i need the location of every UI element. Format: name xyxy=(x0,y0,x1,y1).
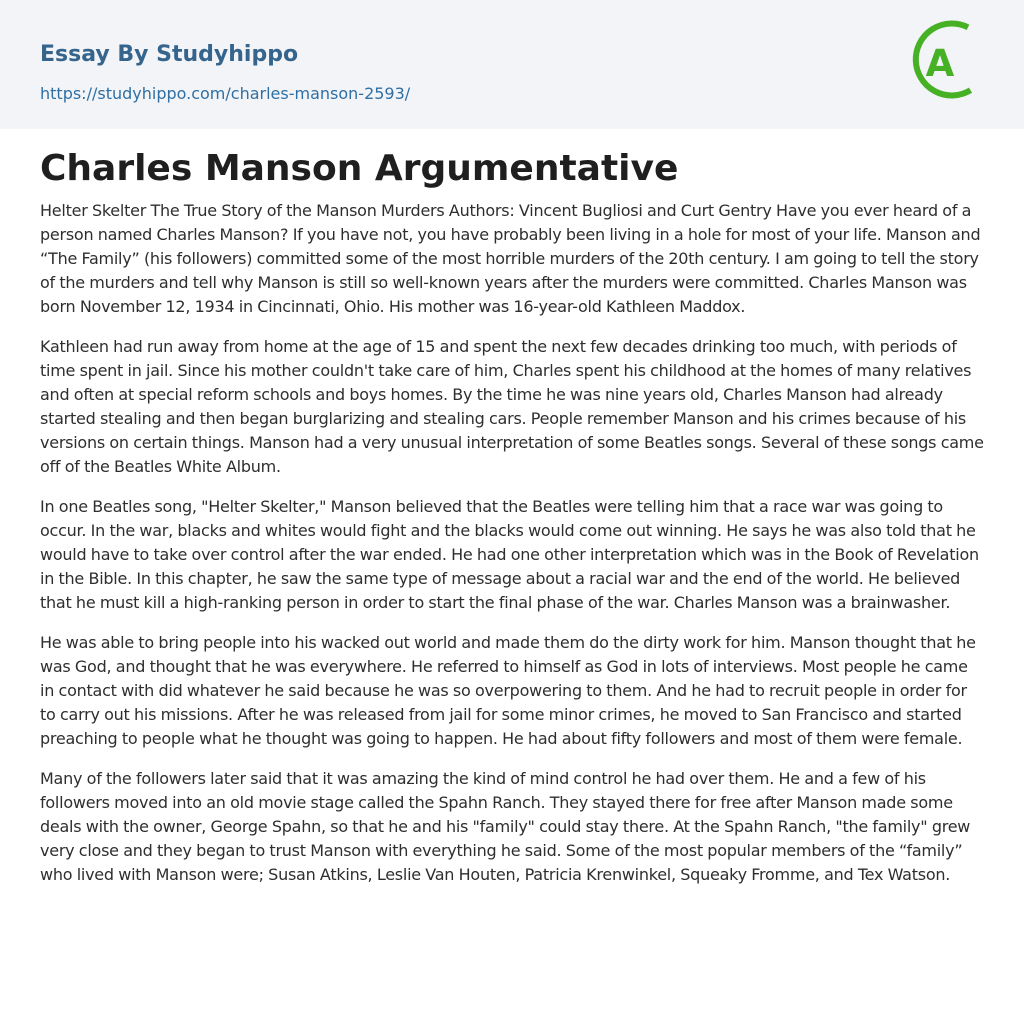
article-paragraph: Kathleen had run away from home at the age of 15 and spent the next few decades drinking too much, with periods of time spent in jail. Since his mother couldn't take care of him, Charles spent his childhood at the homes of many relatives and often at special reform schools and boys homes. By the time he was nine years old, Charles Manson had already started stealing and then began burglarizing and stealing cars. People remember Manson and his crimes because of his versions on certain things. Manson had a very unusual interpretation of some Beatles songs. Several of these songs came off of the Beatles White Album. xyxy=(40,337,984,476)
logo-letter: A xyxy=(925,42,955,85)
page-title: Charles Manson Argumentative xyxy=(40,148,679,189)
article-paragraph: In one Beatles song, "Helter Skelter," Manson believed that the Beatles were telling him that a race war was going to occur. In the war, blacks and whites would fight and the blacks would come out winning. He says he was also told that he would have to take over control after the war ended. He had one other interpretation which was in the Book of Revelation in the Bible. In this chapter, he saw the same type of message about a racial war and the end of the world. He believed that he must kill a high-ranking person in order to start the final phase of the war. Charles Manson was a brainwasher. xyxy=(40,497,979,612)
article-paragraph: He was able to bring people into his wacked out world and made them do the dirty work for him. Manson thought that he was God, and thought that he was everywhere. He referred to himself as God in lots of interviews. Most people he came in contact with did whatever he said because he was so overpowering to them. And he had to recruit people in order for to carry out his missions. After he was released from jail for some minor crimes, he moved to San Francisco and started preaching to people what he thought was going to happen. He had about fifty followers and most of them were female. xyxy=(40,633,976,748)
brand-title[interactable]: Essay By Studyhippo xyxy=(40,42,299,67)
article-paragraph: Many of the followers later said that it was amazing the kind of mind control he had over them. He and a few of his followers moved into an old movie stage called the Spahn Ranch. They stayed there for free after Manson made some deals with the owner, George Spahn, so that he and his "family" could stay there. At the Spahn Ranch, "the family" grew very close and they began to trust Manson with everything he said. Some of the most popular members of the “family” who lived with Manson were; Susan Atkins, Leslie Van Houten, Patricia Krenwinkel, Squeaky Fromme, and Tex Watson. xyxy=(40,769,971,884)
studyhippo-logo-icon[interactable] xyxy=(911,19,987,105)
article xyxy=(0,129,1024,887)
essay-url-link[interactable]: https://studyhippo.com/charles-manson-2593/ xyxy=(40,84,411,103)
site-header xyxy=(0,0,1024,129)
article-paragraph: Helter Skelter The True Story of the Manson Murders Authors: Vincent Bugliosi and Curt Gentry Have you ever heard of a person named Charles Manson? If you have not, you have probably been living in a hole for most of your life. Manson and “The Family” (his followers) committed some of the most horrible murders of the 20th century. I am going to tell the story of the murders and tell why Manson is still so well-known years after the murders were committed. Charles Manson was born November 12, 1934 in Cincinnati, Ohio. His mother was 16-year-old Kathleen Maddox. xyxy=(40,201,981,316)
